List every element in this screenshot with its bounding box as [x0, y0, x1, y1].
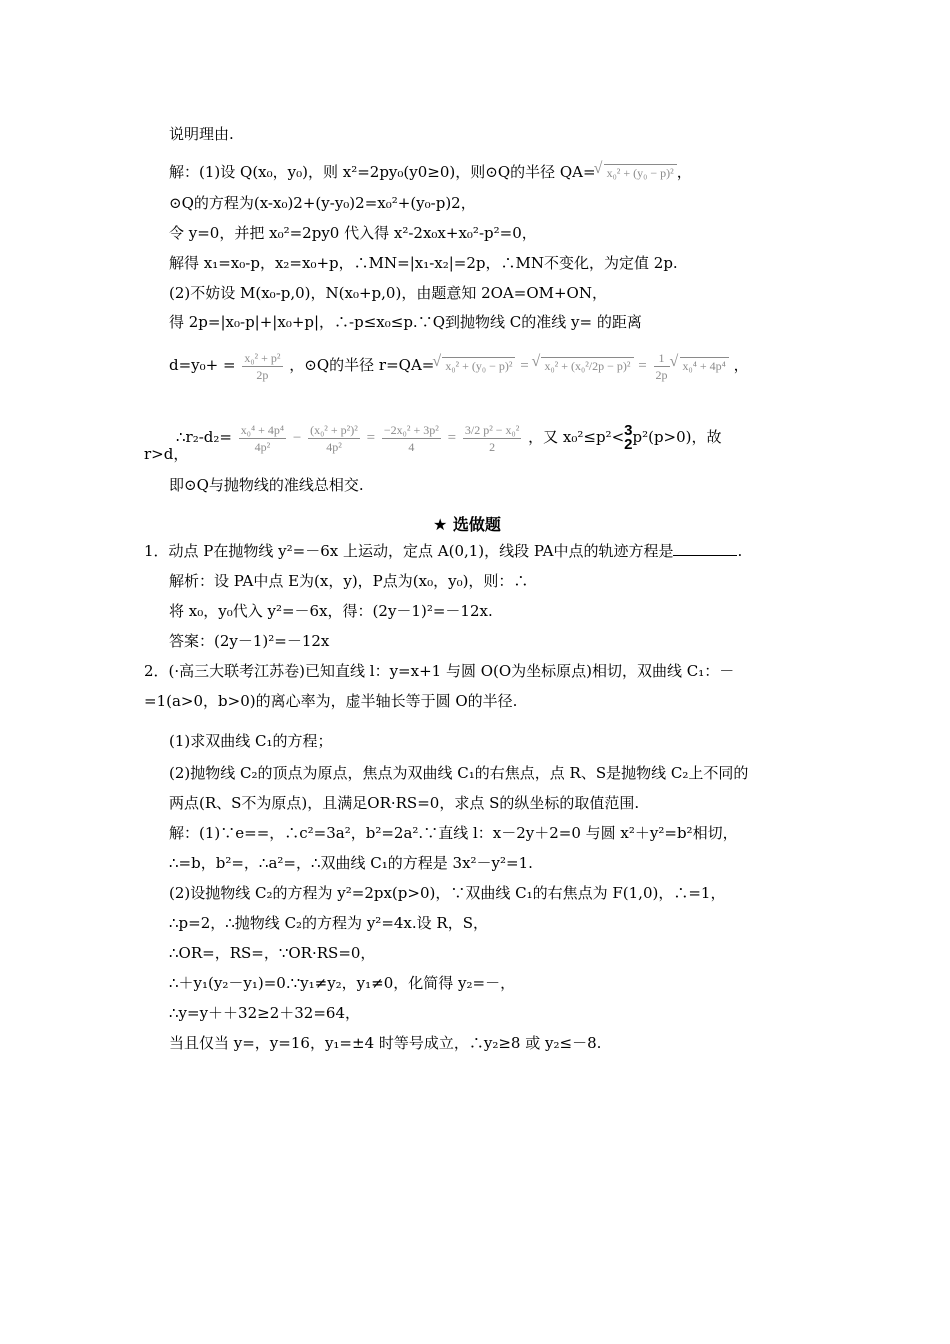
text-line: 解析：设 PA中点 E为(x，y)，P点为(x₀，y₀)，则：∴: [169, 572, 529, 590]
sqrt-expression: √ x₀² + (y₀ − p)²: [604, 164, 677, 181]
fraction: $\frac{\text{x₀² + p²}}{2p}$: [244, 350, 281, 382]
text-line: (2)抛物线 C₂的顶点为原点，焦点为双曲线 C₁的右焦点，点 R、S是抛物线 C₂上不同的: [169, 764, 749, 782]
text-line: 解：(1)设 Q(x₀，y₀)，则 x²=2py₀(y0≥0)，则⊙Q的半径 QA=√ x₀² + (y₀ − p)² ，: [169, 162, 692, 182]
formula-line: d=y₀+ = $\frac{\text{x₀² + p²}}{2p}$ ，⊙Q的半径 r=QA=√ x₀² + (y₀ − p)² = √ x₀² + (x₀²/2p − p)² = $\frac{1}{2p}$ √ x₀⁴ + 4p⁴ ，: [169, 348, 749, 383]
text-line: 答案：(2y－1)²=－12x: [169, 632, 330, 650]
text-line: (1)求双曲线 C₁的方程；: [169, 732, 333, 750]
text-line: 说明理由.: [169, 125, 234, 143]
text-line: 两点(R、S不为原点)，且满足OR·RS=0，求点 S的纵坐标的取值范围.: [169, 794, 640, 812]
section-heading: ★ 选做题: [433, 515, 501, 534]
text-line: 解得 x₁=x₀-p，x₂=x₀+p，∴MN=|x₁-x₂|=2p，∴MN不变化，为定值 2p.: [169, 254, 678, 272]
text-line: ∴＋y₁(y₂－y₁)=0.∵y₁≠y₂，y₁≠0，化简得 y₂=－，: [169, 974, 516, 992]
text-line: (2)设抛物线 C₂的方程为 y²=2px(p>0)，∵双曲线 C₁的右焦点为 F(1,0)，∴=1，: [169, 884, 726, 902]
text-line: r>d，: [144, 445, 189, 463]
text-line: 当且仅当 y=，y=16，y₁=±4 时等号成立，∴y₂≥8 或 y₂≤－8.: [169, 1034, 602, 1052]
text-line: ∴y=y＋＋32≥2＋32=64，: [169, 1004, 361, 1022]
problem-line: 1．动点 P在抛物线 y²=－6x 上运动，定点 A(0,1)，线段 PA中点的轨迹方程是 .: [144, 542, 743, 560]
text-line: 解：(1)∵e==，∴c²=3a²，b²=2a².∵直线 l：x－2y＋2=0 与圆 x²＋y²=b²相切，: [169, 824, 738, 842]
text-line: 即⊙Q与抛物线的准线总相交.: [169, 476, 364, 494]
text-line: ⊙Q的方程为(x-x₀)2+(y-y₀)2=x₀²+(y₀-p)2，: [169, 194, 476, 212]
sqrt-expression: √ x₀² + (x₀²/2p − p)²: [541, 357, 633, 374]
fraction: $\frac{\text{(x₀² + p²)²}}{\text{4p²}}$: [310, 422, 358, 454]
text-line: ∴p=2，∴抛物线 C₂的方程为 y²=4x.设 R，S，: [169, 914, 488, 932]
fraction: $\frac{\text{−2x₀² + 3p²}}{4}$: [383, 422, 439, 454]
formula-line: ∴r₂-d₂= $\frac{\text{x₀⁴ + 4p⁴}}{\text{4p²}}$ − $\frac{\text{(x₀² + p²)²}}{\text{4p²}}$ = $\frac{\text{−2x₀² + 3p²}}{4}$ = $\frac{\text{3/2 p² − x₀²}}{2}$ ，又 x₀²≤p²< 3 2 p²(p>0)，故: [176, 422, 722, 454]
text-line: ∴=b，b²=，∴a²=，∴双曲线 C₁的方程是 3x²－y²=1.: [169, 854, 533, 872]
text-line: (2)不妨设 M(x₀-p,0)，N(x₀+p,0)，由题意知 2OA=OM+ON，: [169, 284, 607, 302]
fraction: $\frac{\text{3/2 p² − x₀²}}{2}$: [464, 422, 520, 454]
bold-fraction: 3 2: [624, 422, 633, 453]
answer-blank: [673, 541, 737, 556]
problem-line: 2．(·高三大联考江苏卷)已知直线 l：y=x+1 与圆 O(O为坐标原点)相切，双曲线 C₁：－: [144, 662, 735, 680]
text-line: ∴OR=，RS=，∵OR·RS=0，: [169, 944, 376, 962]
fraction: $\frac{1}{2p}$: [655, 350, 668, 382]
text-line: =1(a>0，b>0)的离心率为，虚半轴长等于圆 O的半径.: [144, 692, 518, 710]
text-line: 令 y=0，并把 x₀²=2py0 代入得 x²-2x₀x+x₀²-p²=0，: [169, 224, 537, 242]
text-line: 得 2p=|x₀-p|+|x₀+p|，∴-p≤x₀≤p.∵Q到抛物线 C的准线 y= 的距离: [169, 313, 642, 331]
sqrt-expression: √ x₀⁴ + 4p⁴: [680, 357, 729, 374]
text-line: 将 x₀，y₀代入 y²=－6x，得：(2y－1)²=－12x.: [169, 602, 493, 620]
fraction: $\frac{\text{x₀⁴ + 4p⁴}}{\text{4p²}}$: [240, 422, 285, 454]
sqrt-expression: √ x₀² + (y₀ − p)²: [442, 357, 515, 374]
